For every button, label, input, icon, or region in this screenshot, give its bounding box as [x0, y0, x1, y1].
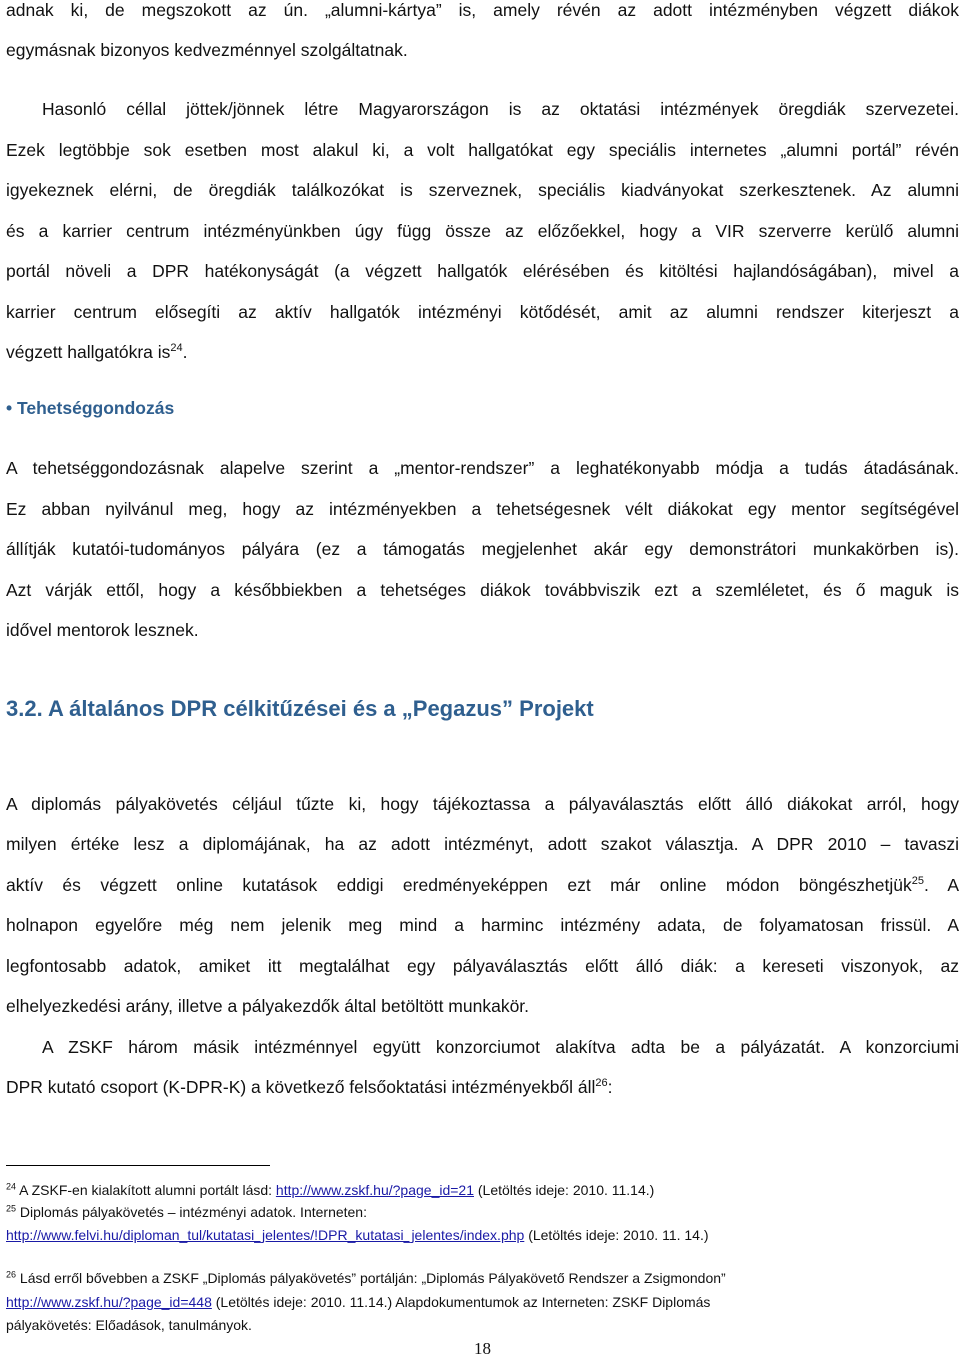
bullet-heading: • Tehetséggondozás	[6, 398, 175, 418]
paragraph-line: Azt várják ettől, hogy a későbbiekben a tehetséges diákok továbbviszik ezt a szemléletet, és ő maguk is	[6, 580, 959, 600]
paragraph-text: .	[182, 342, 188, 362]
paragraph-line: Hasonló céllal jöttek/jönnek létre Magyarországon is az oktatási intézmények öregdiák szervezetei.	[42, 99, 959, 119]
footnote-ref: 24	[170, 342, 183, 355]
footnote-26-line2	[6, 1294, 710, 1310]
paragraph-text: aktív és végzett online kutatások eddigi eredményeképpen ezt már online módon böngészhetjük	[6, 875, 912, 895]
footnote-text: (Letöltés ideje: 2010. 11.14.) Alapdokumentumok az Interneten: ZSKF Diplomás	[211, 1294, 711, 1310]
footnote-26-line3: pályakövetés: Előadások, tanulmányok.	[6, 1317, 252, 1333]
footnote-separator	[6, 1165, 270, 1166]
paragraph-text: végzett hallgatókra is	[6, 342, 171, 362]
paragraph-line	[6, 875, 959, 896]
footnote-text: Diplomás pályakövetés – intézményi adatok. Interneten:	[19, 1204, 367, 1220]
paragraph-text: :	[607, 1077, 613, 1097]
footnote-number: 24	[6, 1181, 17, 1192]
footnote-25	[6, 1204, 367, 1220]
paragraph-line: A ZSKF három másik intézménnyel együtt konzorciumot alakítva adta be a pályázatát. A konzorciumi	[42, 1037, 959, 1057]
paragraph-line: és a karrier centrum intézményünkben úgy függ össze az előzőekkel, hogy a VIR szerverre kerülő alumni	[6, 221, 959, 241]
paragraph-text: . A	[923, 875, 959, 895]
paragraph-line: portál növeli a DPR hatékonyságát (a végzett hallgatók elérésében és kitöltési hajlandóságában), mivel a	[6, 261, 959, 281]
paragraph-line: adnak ki, de megszokott az ún. „alumni-kártya” is, amely révén az adott intézményben végzett diákok	[6, 0, 959, 20]
paragraph-line: idővel mentorok lesznek.	[6, 620, 199, 640]
footnote-number: 26	[6, 1269, 17, 1280]
paragraph-line: Ezek legtöbbje sok esetben most alakul ki, a volt hallgatókat egy speciális internetes „alumni portál” révén	[6, 140, 959, 160]
footnote-24	[6, 1182, 654, 1198]
footnote-number: 25	[6, 1203, 17, 1214]
paragraph-line: legfontosabb adatok, amiket itt megtalálhat egy pályaválasztás előtt álló diák: a kereseti viszonyok, az	[6, 956, 959, 976]
footnote-26	[6, 1270, 726, 1286]
paragraph-line: milyen értéke lesz a diplomájának, ha az adott intézményt, adott szakot választja. A DPR 2010 – tavaszi	[6, 834, 959, 854]
paragraph-text: DPR kutató csoport (K-DPR-K) a következő felsőoktatási intézményekből áll	[6, 1077, 596, 1097]
paragraph-line: holnapon egyelőre még nem jelenik meg mind a harminc intézmény adata, de folyamatosan frissül. A	[6, 915, 959, 935]
footnote-text: (Letöltés ideje: 2010. 11. 14.)	[524, 1227, 709, 1243]
footnote-text: Lásd erről bővebben a ZSKF „Diplomás pályakövetés” portálján: „Diplomás Pályakövető Rendszer a Zsigmondon”	[19, 1270, 726, 1286]
paragraph-line	[6, 342, 959, 363]
paragraph-line: A tehetséggondozásnak alapelve szerint a „mentor-rendszer” a leghatékonyabb módja a tudás átadásának.	[6, 458, 959, 478]
paragraph-line: A diplomás pályakövetés céljául tűzte ki, hogy tájékoztassa a pályaválasztás előtt álló diákokat arról, hogy	[6, 794, 959, 814]
footnote-link[interactable]: http://www.felvi.hu/diploman_tul/kutatasi_jelentes/!DPR_kutatasi_jelentes/index.php	[6, 1227, 525, 1243]
paragraph-line: állítják kutatói-tudományos pályára (ez a támogatás megjelenhet akár egy demonstrátori munkakörben is).	[6, 539, 959, 559]
footnote-ref: 26	[595, 1077, 608, 1090]
footnote-text: A ZSKF-en kialakított alumni portált lásd:	[19, 1182, 276, 1198]
footnote-ref: 25	[911, 875, 924, 888]
section-heading: 3.2. A általános DPR célkitűzései és a „Pegazus” Projekt	[6, 696, 594, 721]
footnote-25-line2	[6, 1227, 709, 1243]
page-number: 18	[474, 1339, 491, 1358]
footnote-link[interactable]: http://www.zskf.hu/?page_id=21	[275, 1182, 474, 1198]
footnote-link[interactable]: http://www.zskf.hu/?page_id=448	[6, 1294, 212, 1310]
paragraph-line: elhelyezkedési arány, illetve a pályakezdők által betöltött munkakör.	[6, 996, 530, 1016]
paragraph-line: igyekeznek elérni, de öregdiák találkozókat is szerveznek, speciális kiadványokat szerkesztenek. Az alumni	[6, 180, 959, 200]
paragraph-line: Ez abban nyilvánul meg, hogy az intézményekben a tehetségesnek vélt diákokat egy mentor segítségével	[6, 499, 959, 519]
paragraph-line: karrier centrum elősegíti az aktív hallgatók intézményi kötődését, amit az alumni rendszer kiterjeszt a	[6, 302, 959, 322]
paragraph-line	[6, 1077, 959, 1098]
footnote-text: (Letöltés ideje: 2010. 11.14.)	[474, 1182, 655, 1198]
paragraph-line: egymásnak bizonyos kedvezménnyel szolgáltatnak.	[6, 40, 408, 60]
